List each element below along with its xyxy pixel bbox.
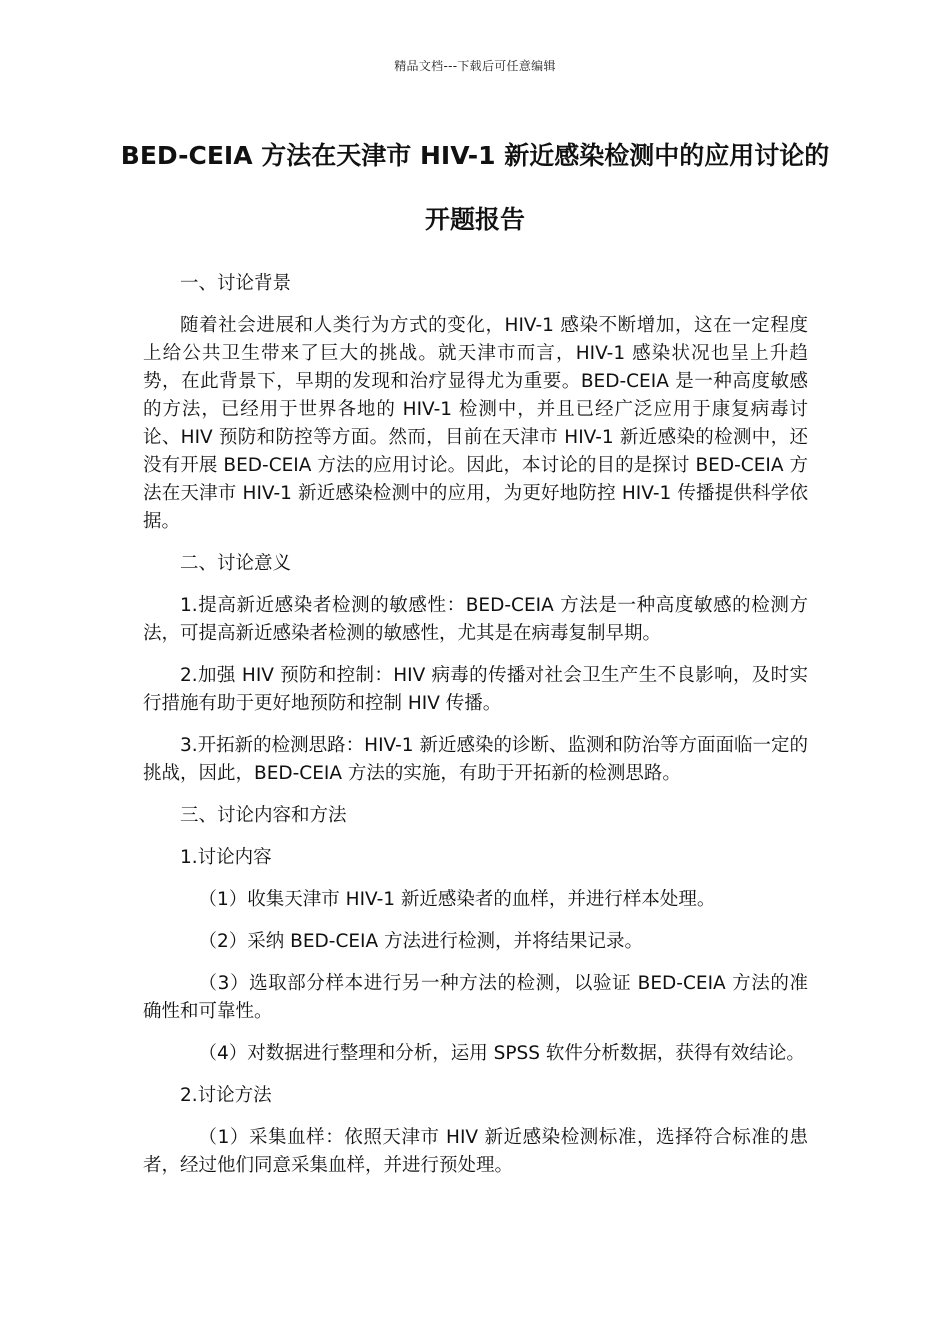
method-item-1: （1）采集血样：依照天津市 HIV 新近感染检测标准，选择符合标准的患者，经过他们同意采集血样，并进行预处理。 <box>143 1127 808 1176</box>
significance-item-2: 2.加强 HIV 预防和控制：HIV 病毒的传播对社会卫生产生不良影响，及时实行措施有助于更好地预防和控制 HIV 传播。 <box>143 665 808 714</box>
section-heading-significance: 二、讨论意义 <box>180 553 292 574</box>
content-item-2: （2）采纳 BED-CEIA 方法进行检测，并将结果记录。 <box>198 931 644 952</box>
subheading-methods: 2.讨论方法 <box>180 1085 272 1106</box>
subheading-content: 1.讨论内容 <box>180 847 272 868</box>
background-paragraph: 随着社会进展和人类行为方式的变化，HIV-1 感染不断增加，这在一定程度上给公共卫生带来了巨大的挑战。就天津市而言，HIV-1 感染状况也呈上升趋势，在此背景下，早期的发现和治疗显得尤为重要。BED-CEIA 是一种高度敏感的方法，已经用于世界各地的 HIV-1 检测中，并且已经广泛应用于康复病毒讨论、HIV 预防和防控等方面。然而，目前在天津市 HIV-1 新近感染的检测中，还没有开展 BED-CEIA 方法的应用讨论。因此，本讨论的目的是探讨 BED-CEIA 方法在天津市 HIV-1 新近感染检测中的应用，为更好地防控 HIV-1 传播提供科学依据。 <box>143 315 808 532</box>
content-item-4: （4）对数据进行整理和分析，运用 SPSS 软件分析数据，获得有效结论。 <box>198 1043 805 1064</box>
significance-item-1: 1.提高新近感染者检测的敏感性：BED-CEIA 方法是一种高度敏感的检测方法，可提高新近感染者检测的敏感性，尤其是在病毒复制早期。 <box>143 595 808 644</box>
significance-item-3: 3.开拓新的检测思路：HIV-1 新近感染的诊断、监测和防治等方面面临一定的挑战，因此，BED-CEIA 方法的实施，有助于开拓新的检测思路。 <box>143 735 808 784</box>
section-heading-content-methods: 三、讨论内容和方法 <box>180 805 347 826</box>
document-body <box>143 270 808 1194</box>
section-heading-background: 一、讨论背景 <box>180 273 292 294</box>
document-title: BED-CEIA 方法在天津市 HIV-1 新近感染检测中的应用讨论的开题报告 <box>120 141 830 234</box>
content-item-3: （3）选取部分样本进行另一种方法的检测，以验证 BED-CEIA 方法的准确性和可靠性。 <box>143 973 808 1022</box>
header-note: 精品文档---下载后可任意编辑 <box>394 59 556 73</box>
content-item-1: （1）收集天津市 HIV-1 新近感染者的血样，并进行样本处理。 <box>198 889 716 910</box>
